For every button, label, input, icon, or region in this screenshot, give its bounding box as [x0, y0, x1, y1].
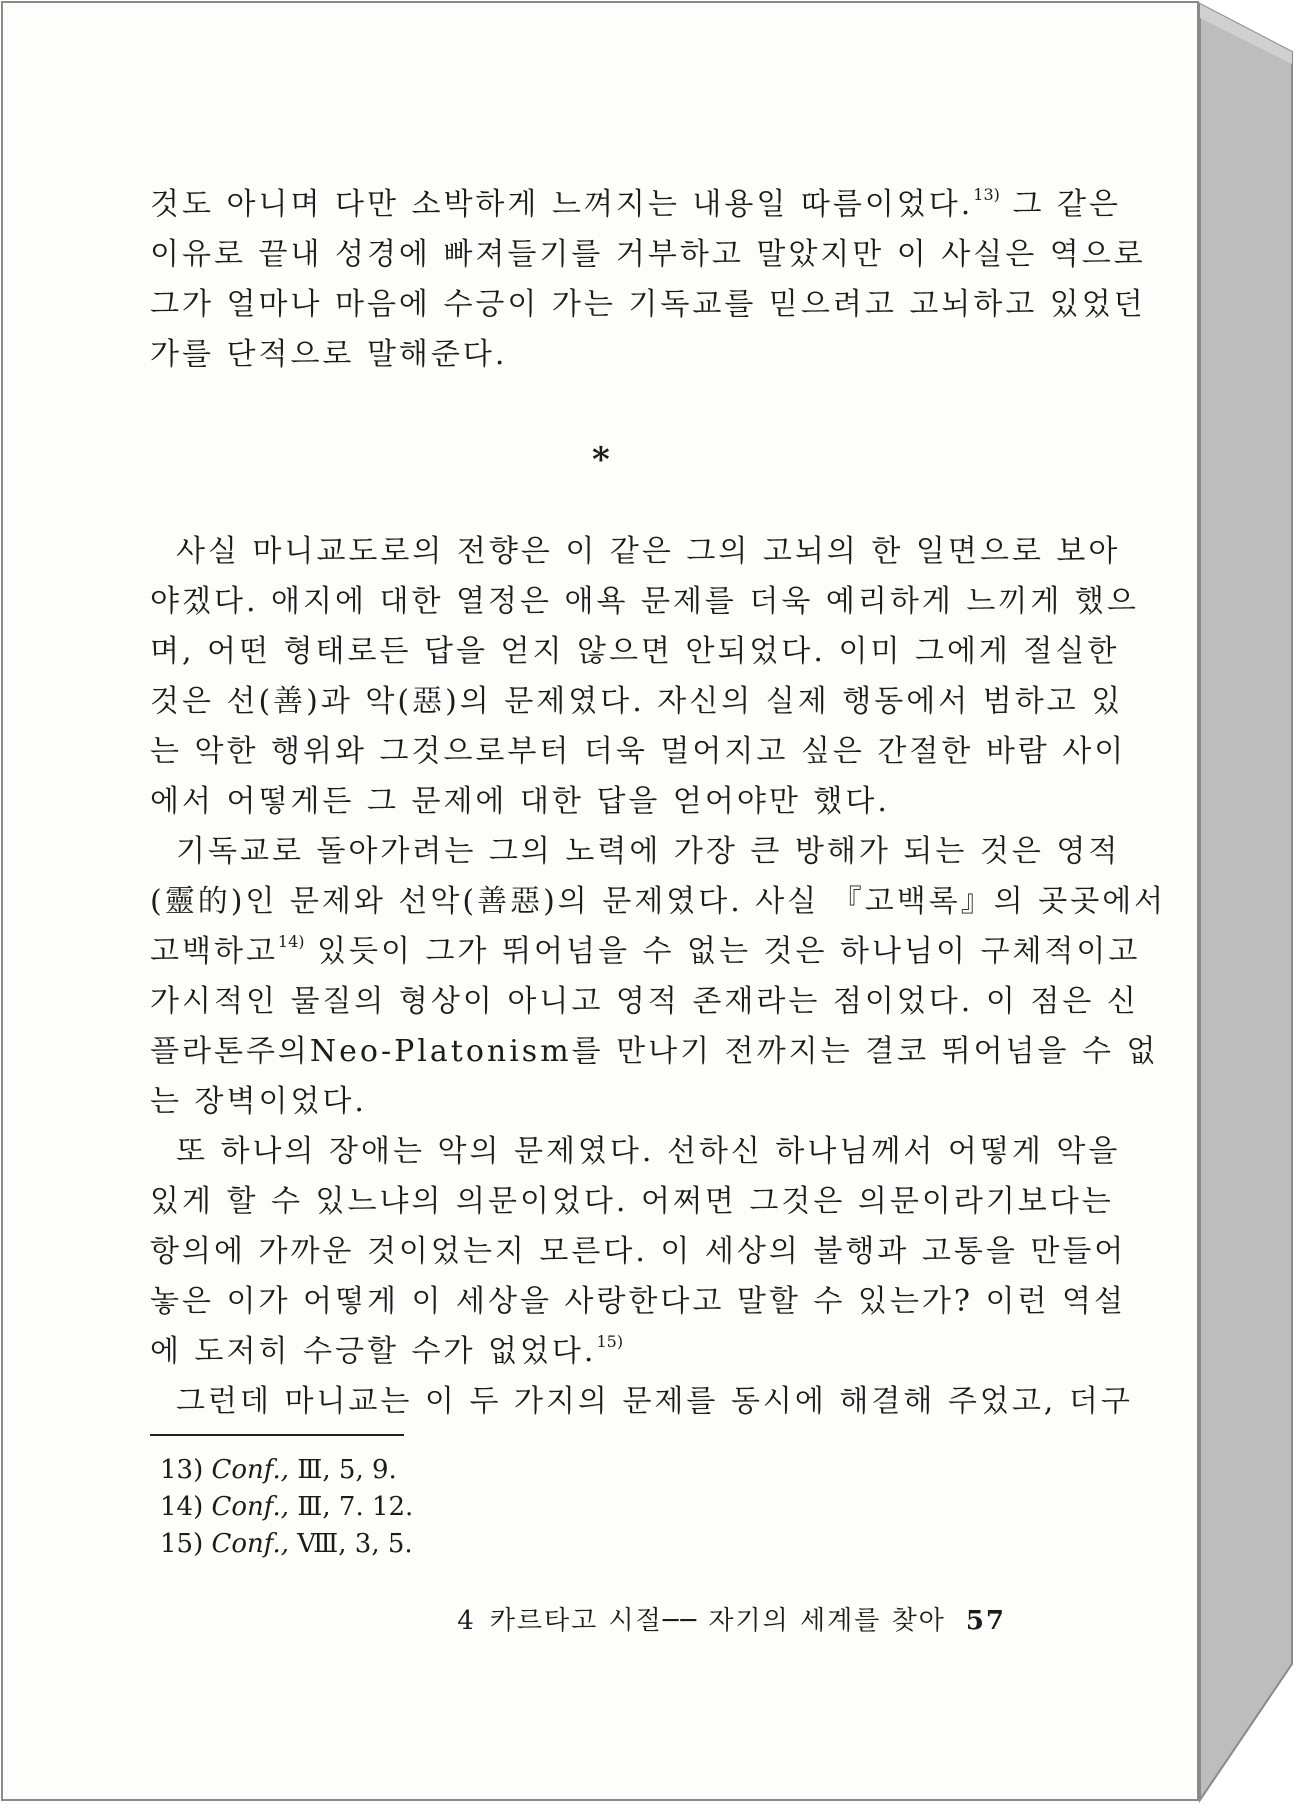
text-line: 것도 아니며 다만 소박하게 느껴지는 내용일 따름이었다.$^{13)}$ 그 같은 — [150, 185, 1121, 222]
text-line: 플라톤주의Neo-Platonism를 만나기 전까지는 결코 뛰어넘을 수 없 — [150, 1034, 1159, 1069]
text-line: 는 악한 행위와 그것으로부터 더욱 멀어지고 싶은 간절한 바람 사이 — [150, 734, 1127, 769]
paragraph-5 — [150, 1377, 1133, 1427]
text-line: 것은 선(善)과 악(惡)의 문제였다. 자신의 실제 행동에서 범하고 있 — [150, 684, 1124, 719]
footnote: 14) Conf., Ⅲ, 7. 12. — [160, 1492, 414, 1522]
footnote-ref: 15) — [596, 1332, 624, 1351]
section-separator: * — [592, 440, 610, 480]
text-line: 항의에 가까운 것이었는지 모른다. 이 세상의 불행과 고통을 만들어 — [150, 1234, 1127, 1269]
text-line: 그런데 마니교는 이 두 가지의 문제를 동시에 해결해 주었고, 더구 — [176, 1384, 1133, 1419]
page-number: 57 — [965, 1606, 1006, 1636]
text-line: 그가 얼마나 마음에 수긍이 가는 기독교를 믿으려고 고뇌하고 있었던 — [150, 287, 1146, 322]
text-line: 있게 할 수 있느냐의 의문이었다. 어쩌면 그것은 의문이라기보다는 — [150, 1184, 1114, 1219]
text-line: 고백하고$^{14)}$ 있듯이 그가 뛰어넘을 수 없는 것은 하나님이 구체적이고 — [150, 932, 1141, 969]
text-line: 또 하나의 장애는 악의 문제였다. 선하신 하나님께서 어떻게 악을 — [176, 1134, 1121, 1169]
footnotes — [160, 1452, 413, 1563]
text-line: 야겠다. 애지에 대한 열정은 애욕 문제를 더욱 예리하게 느끼게 했으 — [150, 584, 1139, 619]
paragraph-1 — [150, 180, 1146, 380]
paragraph-4 — [150, 1127, 1127, 1377]
footnote: 13) Conf., Ⅲ, 5, 9. — [160, 1455, 397, 1485]
text-line: 이유로 끝내 성경에 빠져들기를 거부하고 말았지만 이 사실은 역으로 — [150, 237, 1146, 272]
text-line: 사실 마니교도로의 전향은 이 같은 그의 고뇌의 한 일면으로 보아 — [176, 534, 1121, 569]
text-line: (靈的)인 문제와 선악(善惡)의 문제였다. 사실 『고백록』의 곳곳에서 — [150, 884, 1167, 919]
text-line: 는 장벽이었다. — [150, 1084, 367, 1119]
text-line: 놓은 이가 어떻게 이 세상을 사랑한다고 말할 수 있는가? 이런 역설 — [150, 1284, 1126, 1319]
text-line: 가를 단적으로 말해준다. — [150, 337, 508, 372]
text-line: 에 도저히 수긍할 수가 없었다.$^{15)}$ — [150, 1332, 624, 1369]
text-line: 가시적인 물질의 형상이 아니고 영적 존재라는 점이었다. 이 점은 신 — [150, 984, 1139, 1019]
text-line: 기독교로 돌아가려는 그의 노력에 가장 큰 방해가 되는 것은 영적 — [176, 834, 1121, 869]
text-line: 에서 어떻게든 그 문제에 대한 답을 얻어야만 했다. — [150, 784, 890, 819]
footnote-rule — [150, 1434, 404, 1436]
paragraph-3 — [150, 827, 1167, 1127]
chapter-title: 카르타고 시절── 자기의 세계를 찾아 — [489, 1606, 946, 1636]
footnote-ref: 14) — [277, 932, 305, 951]
footnote: 15) Conf., Ⅷ, 3, 5. — [160, 1529, 413, 1559]
chapter-number: 4 — [457, 1606, 476, 1636]
footnote-ref: 13) — [973, 185, 1000, 204]
paragraph-2 — [150, 527, 1139, 827]
running-footer — [457, 1600, 1006, 1637]
text-line: 며, 어떤 형태로든 답을 얻지 않으면 안되었다. 이미 그에게 절실한 — [150, 634, 1120, 669]
